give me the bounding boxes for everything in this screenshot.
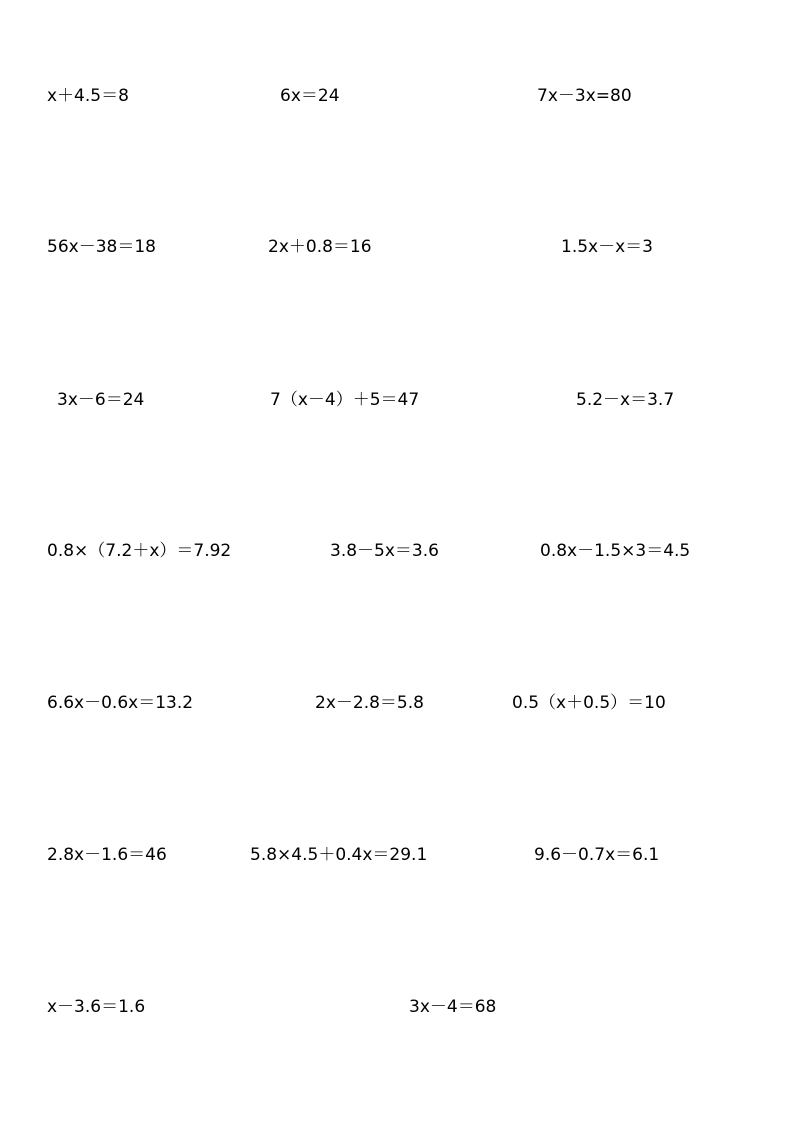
equation-18: 9.6－0.7x＝6.1 bbox=[534, 845, 660, 865]
equation-17: 5.8×4.5＋0.4x＝29.1 bbox=[250, 845, 428, 865]
equation-16: 2.8x－1.6＝46 bbox=[47, 845, 167, 865]
equation-9: 5.2－x＝3.7 bbox=[576, 390, 675, 410]
equation-13: 6.6x－0.6x＝13.2 bbox=[47, 693, 194, 713]
equation-6: 1.5x－x＝3 bbox=[561, 237, 653, 257]
equation-1: x＋4.5＝8 bbox=[47, 86, 129, 106]
equation-19: x－3.6＝1.6 bbox=[47, 997, 146, 1017]
equation-5: 2x＋0.8＝16 bbox=[268, 237, 372, 257]
equation-3: 7x－3x=80 bbox=[537, 86, 632, 106]
equation-2: 6x＝24 bbox=[280, 86, 340, 106]
equation-20: 3x－4＝68 bbox=[409, 997, 497, 1017]
equation-12: 0.8x－1.5×3＝4.5 bbox=[540, 541, 691, 561]
equation-15: 0.5（x＋0.5）＝10 bbox=[512, 693, 666, 713]
equation-8: 7（x－4）＋5＝47 bbox=[270, 390, 420, 410]
equation-7: 3x－6＝24 bbox=[57, 390, 145, 410]
equation-14: 2x－2.8＝5.8 bbox=[315, 693, 424, 713]
equation-11: 3.8－5x＝3.6 bbox=[330, 541, 439, 561]
equation-10: 0.8×（7.2＋x）＝7.92 bbox=[47, 541, 232, 561]
equation-4: 56x－38＝18 bbox=[47, 237, 156, 257]
